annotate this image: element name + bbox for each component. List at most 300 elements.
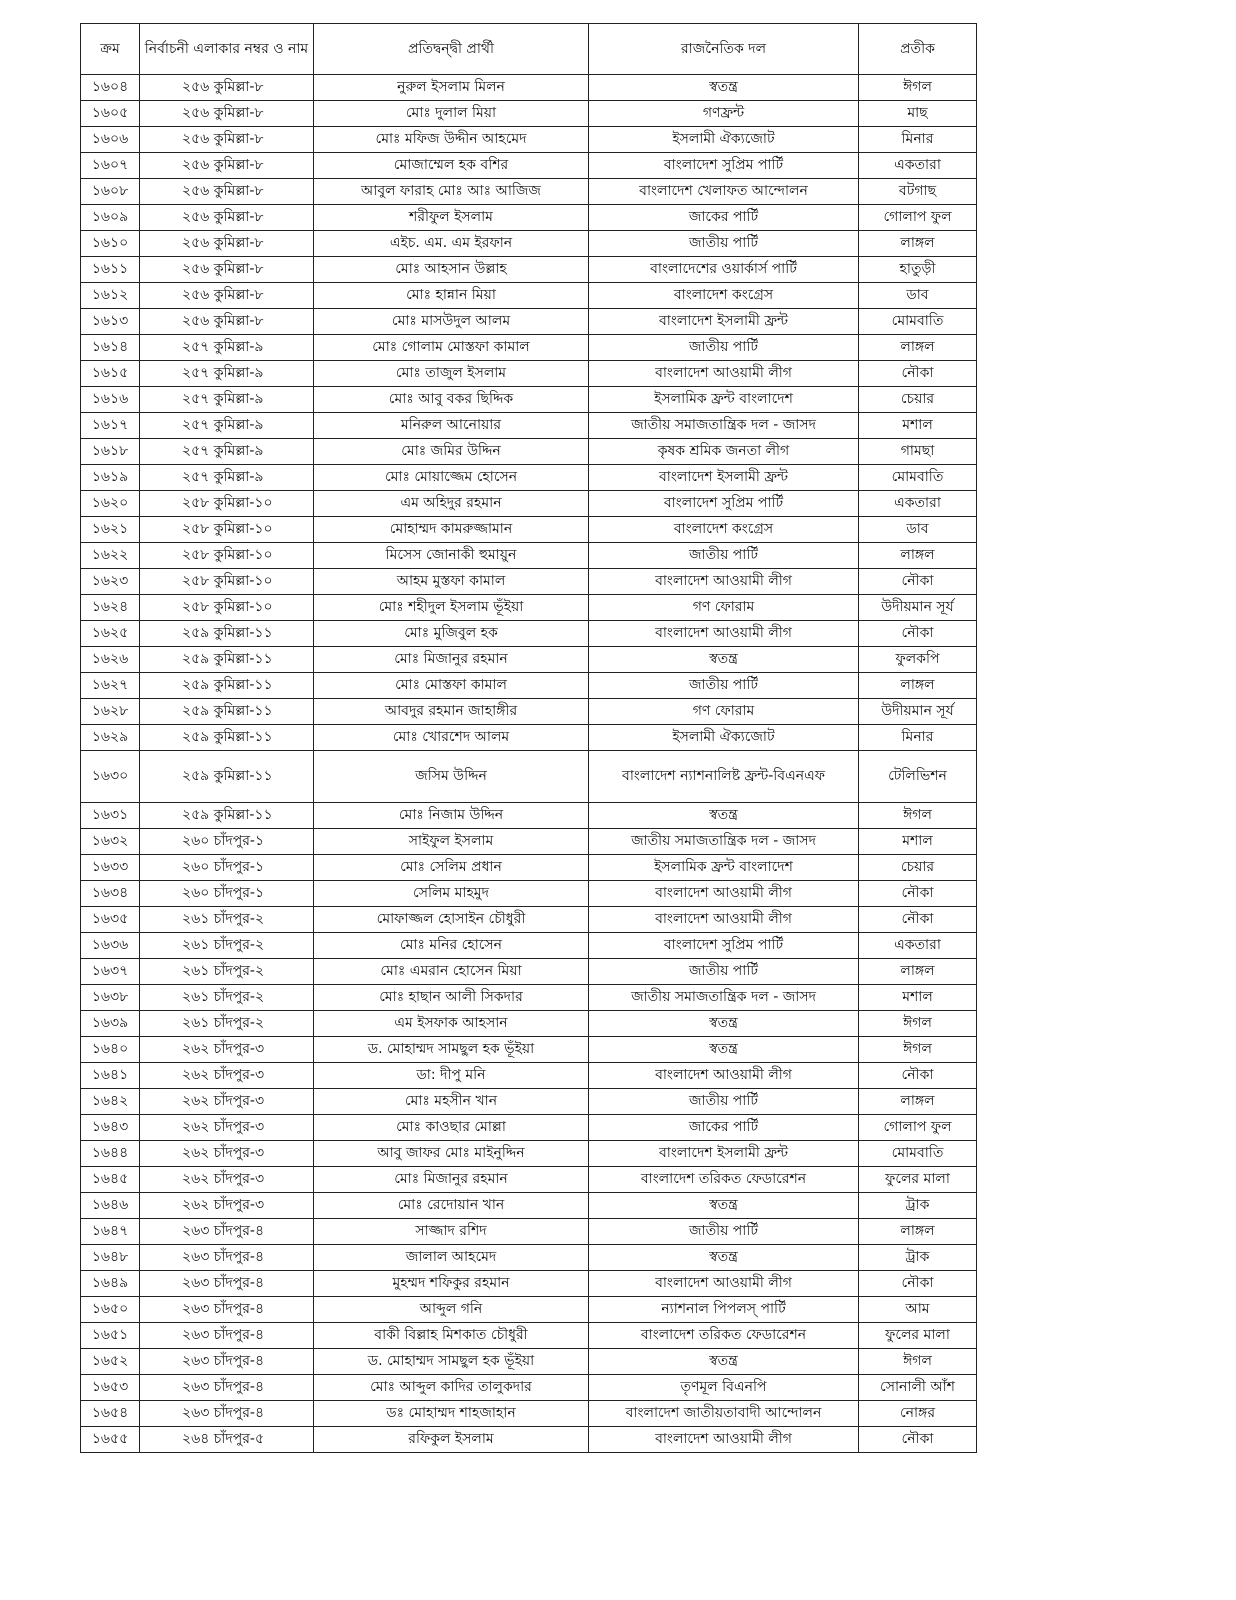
cell-candidate: ডঃ মোহাম্মদ শাহজাহান — [314, 1401, 589, 1427]
cell-candidate: মোঃ আবু বকর ছিদ্দিক — [314, 387, 589, 413]
cell-symbol: লাঙ্গল — [859, 959, 977, 985]
cell-serial: ১৬৪৭ — [81, 1219, 140, 1245]
cell-candidate: মোঃ মিজানুর রহমান — [314, 1167, 589, 1193]
cell-constituency: ২৬১ চাঁদপুর-২ — [140, 985, 314, 1011]
cell-candidate: মোঃ আব্দুল কাদির তালুকদার — [314, 1375, 589, 1401]
cell-party: গণ ফোরাম — [589, 699, 859, 725]
cell-constituency: ২৬০ চাঁদপুর-১ — [140, 881, 314, 907]
cell-candidate: মোঃ রেদোয়ান খান — [314, 1193, 589, 1219]
cell-constituency: ২৫৬ কুমিল্লা-৮ — [140, 101, 314, 127]
cell-party: জাতীয় সমাজতান্ত্রিক দল - জাসদ — [589, 413, 859, 439]
table-row — [81, 231, 977, 257]
cell-party: বাংলাদেশ কংগ্রেস — [589, 517, 859, 543]
cell-party: ন্যাশনাল পিপলস্ পার্টি — [589, 1297, 859, 1323]
cell-candidate: সাইফুল ইসলাম — [314, 829, 589, 855]
cell-candidate: মিসেস জোনাকী হুমায়ুন — [314, 543, 589, 569]
cell-symbol: লাঙ্গল — [859, 231, 977, 257]
cell-constituency: ২৬৩ চাঁদপুর-৪ — [140, 1245, 314, 1271]
cell-symbol: নৌকা — [859, 1271, 977, 1297]
cell-serial: ১৬৪৫ — [81, 1167, 140, 1193]
candidate-table — [80, 23, 977, 1453]
cell-party: স্বতন্ত্র — [589, 1349, 859, 1375]
cell-serial: ১৬১৫ — [81, 361, 140, 387]
cell-constituency: ২৬২ চাঁদপুর-৩ — [140, 1115, 314, 1141]
cell-serial: ১৬৫৪ — [81, 1401, 140, 1427]
cell-constituency: ২৬৩ চাঁদপুর-৪ — [140, 1375, 314, 1401]
cell-constituency: ২৬১ চাঁদপুর-২ — [140, 959, 314, 985]
candidate-list-page — [80, 23, 977, 1453]
cell-symbol: লাঙ্গল — [859, 335, 977, 361]
table-row — [81, 1401, 977, 1427]
table-row — [81, 569, 977, 595]
cell-candidate: আবু জাফর মোঃ মাইনুদ্দিন — [314, 1141, 589, 1167]
cell-constituency: ২৬২ চাঁদপুর-৩ — [140, 1141, 314, 1167]
table-row — [81, 829, 977, 855]
cell-constituency: ২৫৯ কুমিল্লা-১১ — [140, 699, 314, 725]
cell-constituency: ২৬৩ চাঁদপুর-৪ — [140, 1349, 314, 1375]
cell-party: জাতীয় পার্টি — [589, 673, 859, 699]
cell-symbol: ঈগল — [859, 1011, 977, 1037]
cell-candidate: এইচ. এম. এম ইরফান — [314, 231, 589, 257]
cell-symbol: লাঙ্গল — [859, 543, 977, 569]
table-row — [81, 543, 977, 569]
table-row — [81, 1245, 977, 1271]
cell-party: কৃষক শ্রমিক জনতা লীগ — [589, 439, 859, 465]
cell-symbol: ফুলের মালা — [859, 1167, 977, 1193]
cell-symbol: ঈগল — [859, 1037, 977, 1063]
cell-constituency: ২৫৮ কুমিল্লা-১০ — [140, 517, 314, 543]
table-row — [81, 257, 977, 283]
cell-party: বাংলাদেশ কংগ্রেস — [589, 283, 859, 309]
cell-symbol: লাঙ্গল — [859, 673, 977, 699]
cell-candidate: আবদুর রহমান জাহাঙ্গীর — [314, 699, 589, 725]
table-row — [81, 1037, 977, 1063]
cell-serial: ১৬০৬ — [81, 127, 140, 153]
table-row — [81, 387, 977, 413]
cell-constituency: ২৫৯ কুমিল্লা-১১ — [140, 803, 314, 829]
cell-serial: ১৬৩২ — [81, 829, 140, 855]
cell-serial: ১৬৪৯ — [81, 1271, 140, 1297]
cell-symbol: নোঙ্গর — [859, 1401, 977, 1427]
cell-symbol: গামছা — [859, 439, 977, 465]
cell-constituency: ২৬১ চাঁদপুর-২ — [140, 933, 314, 959]
table-row — [81, 153, 977, 179]
table-row — [81, 1219, 977, 1245]
cell-serial: ১৬২৭ — [81, 673, 140, 699]
cell-party: ইসলামী ঐক্যজোট — [589, 725, 859, 751]
table-row — [81, 179, 977, 205]
cell-constituency: ২৫৬ কুমিল্লা-৮ — [140, 179, 314, 205]
cell-party: জাতীয় সমাজতান্ত্রিক দল - জাসদ — [589, 829, 859, 855]
cell-serial: ১৬১৪ — [81, 335, 140, 361]
cell-symbol: একতারা — [859, 933, 977, 959]
cell-party: স্বতন্ত্র — [589, 1193, 859, 1219]
cell-constituency: ২৬২ চাঁদপুর-৩ — [140, 1193, 314, 1219]
cell-candidate: সেলিম মাহমুদ — [314, 881, 589, 907]
cell-serial: ১৬২৯ — [81, 725, 140, 751]
cell-serial: ১৬৫১ — [81, 1323, 140, 1349]
cell-constituency: ২৬৩ চাঁদপুর-৪ — [140, 1323, 314, 1349]
table-row — [81, 985, 977, 1011]
cell-candidate: মোঃ গোলাম মোস্তফা কামাল — [314, 335, 589, 361]
table-row — [81, 1167, 977, 1193]
table-row — [81, 1349, 977, 1375]
cell-constituency: ২৫৬ কুমিল্লা-৮ — [140, 127, 314, 153]
cell-serial: ১৬০৭ — [81, 153, 140, 179]
cell-constituency: ২৫৬ কুমিল্লা-৮ — [140, 153, 314, 179]
cell-symbol: মিনার — [859, 127, 977, 153]
cell-symbol: ডাব — [859, 283, 977, 309]
cell-constituency: ২৫৯ কুমিল্লা-১১ — [140, 647, 314, 673]
cell-party: বাংলাদেশ আওয়ামী লীগ — [589, 569, 859, 595]
cell-candidate: মোঃ মহসীন খান — [314, 1089, 589, 1115]
cell-symbol: নৌকা — [859, 361, 977, 387]
cell-constituency: ২৫৬ কুমিল্লা-৮ — [140, 283, 314, 309]
cell-constituency: ২৬৩ চাঁদপুর-৪ — [140, 1297, 314, 1323]
cell-candidate: মোঃ মিজানুর রহমান — [314, 647, 589, 673]
cell-party: বাংলাদেশ সুপ্রিম পার্টি — [589, 491, 859, 517]
table-row — [81, 933, 977, 959]
table-row — [81, 959, 977, 985]
table-row — [81, 517, 977, 543]
cell-constituency: ২৬১ চাঁদপুর-২ — [140, 907, 314, 933]
cell-party: স্বতন্ত্র — [589, 1245, 859, 1271]
table-row — [81, 75, 977, 101]
cell-candidate: মোফাজ্জল হোসাইন চৌধুরী — [314, 907, 589, 933]
cell-candidate: মোঃ দুলাল মিয়া — [314, 101, 589, 127]
cell-serial: ১৬৫২ — [81, 1349, 140, 1375]
cell-party: বাংলাদেশ ইসলামী ফ্রন্ট — [589, 1141, 859, 1167]
table-row — [81, 413, 977, 439]
cell-candidate: এম ইসফাক আহসান — [314, 1011, 589, 1037]
cell-serial: ১৬১১ — [81, 257, 140, 283]
cell-candidate: মোঃ মনির হোসেন — [314, 933, 589, 959]
cell-party: জাতীয় সমাজতান্ত্রিক দল - জাসদ — [589, 985, 859, 1011]
cell-symbol: ফুলের মালা — [859, 1323, 977, 1349]
cell-constituency: ২৫৭ কুমিল্লা-৯ — [140, 413, 314, 439]
cell-candidate: আহম মুস্তফা কামাল — [314, 569, 589, 595]
cell-party: বাংলাদেশ আওয়ামী লীগ — [589, 1271, 859, 1297]
cell-symbol: একতারা — [859, 491, 977, 517]
cell-symbol: নৌকা — [859, 881, 977, 907]
cell-serial: ১৬৪০ — [81, 1037, 140, 1063]
table-row — [81, 439, 977, 465]
cell-symbol: মোমবাতি — [859, 1141, 977, 1167]
table-header-row — [81, 24, 977, 75]
cell-constituency: ২৬০ চাঁদপুর-১ — [140, 855, 314, 881]
cell-party: তৃণমূল বিএনপি — [589, 1375, 859, 1401]
cell-party: বাংলাদেশ ন্যাশনালিষ্ট ফ্রন্ট-বিএনএফ — [589, 751, 859, 803]
cell-party: বাংলাদেশ সুপ্রিম পার্টি — [589, 933, 859, 959]
cell-serial: ১৬০৫ — [81, 101, 140, 127]
cell-party: বাংলাদেশ সুপ্রিম পার্টি — [589, 153, 859, 179]
cell-party: বাংলাদেশ তরিকত ফেডারেশন — [589, 1167, 859, 1193]
cell-serial: ১৬৩৮ — [81, 985, 140, 1011]
cell-symbol: মাছ — [859, 101, 977, 127]
cell-candidate: মোঃ মুজিবুল হক — [314, 621, 589, 647]
cell-candidate: শরীফুল ইসলাম — [314, 205, 589, 231]
cell-symbol: নৌকা — [859, 907, 977, 933]
cell-serial: ১৬০৯ — [81, 205, 140, 231]
table-row — [81, 205, 977, 231]
cell-serial: ১৬২১ — [81, 517, 140, 543]
cell-serial: ১৬১৯ — [81, 465, 140, 491]
cell-constituency: ২৫৬ কুমিল্লা-৮ — [140, 75, 314, 101]
cell-serial: ১৬৫০ — [81, 1297, 140, 1323]
cell-candidate: মোঃ সেলিম প্রধান — [314, 855, 589, 881]
cell-symbol: চেয়ার — [859, 855, 977, 881]
cell-candidate: বাকী বিল্লাহ মিশকাত চৌধুরী — [314, 1323, 589, 1349]
cell-symbol: মশাল — [859, 413, 977, 439]
table-row — [81, 1011, 977, 1037]
cell-party: বাংলাদেশের ওয়ার্কার্স পার্টি — [589, 257, 859, 283]
cell-party: গণফ্রন্ট — [589, 101, 859, 127]
cell-party: স্বতন্ত্র — [589, 647, 859, 673]
cell-party: বাংলাদেশ আওয়ামী লীগ — [589, 907, 859, 933]
cell-symbol: উদীয়মান সূর্য — [859, 699, 977, 725]
cell-party: বাংলাদেশ আওয়ামী লীগ — [589, 881, 859, 907]
cell-serial: ১৬২৮ — [81, 699, 140, 725]
table-row — [81, 699, 977, 725]
table-row — [81, 127, 977, 153]
table-row — [81, 283, 977, 309]
table-row — [81, 673, 977, 699]
cell-candidate: মুহম্মদ শফিকুর রহমান — [314, 1271, 589, 1297]
cell-symbol: ট্রাক — [859, 1245, 977, 1271]
cell-candidate: মোঃ জমির উদ্দিন — [314, 439, 589, 465]
cell-constituency: ২৬৪ চাঁদপুর-৫ — [140, 1427, 314, 1453]
cell-symbol: নৌকা — [859, 569, 977, 595]
header-party: রাজনৈতিক দল — [589, 24, 859, 75]
cell-symbol: গোলাপ ফুল — [859, 205, 977, 231]
cell-party: ইসলামিক ফ্রন্ট বাংলাদেশ — [589, 855, 859, 881]
cell-symbol: গোলাপ ফুল — [859, 1115, 977, 1141]
cell-candidate: মোঃ নিজাম উদ্দিন — [314, 803, 589, 829]
cell-party: বাংলাদেশ তরিকত ফেডারেশন — [589, 1323, 859, 1349]
cell-constituency: ২৫৭ কুমিল্লা-৯ — [140, 465, 314, 491]
cell-constituency: ২৫৯ কুমিল্লা-১১ — [140, 621, 314, 647]
cell-symbol: ঈগল — [859, 1349, 977, 1375]
cell-serial: ১৬৩০ — [81, 751, 140, 803]
table-row — [81, 491, 977, 517]
table-row — [81, 1427, 977, 1453]
cell-constituency: ২৫৯ কুমিল্লা-১১ — [140, 673, 314, 699]
cell-candidate: মোঃ মোস্তফা কামাল — [314, 673, 589, 699]
cell-symbol: মশাল — [859, 829, 977, 855]
cell-constituency: ২৫৯ কুমিল্লা-১১ — [140, 725, 314, 751]
cell-symbol: চেয়ার — [859, 387, 977, 413]
cell-constituency: ২৫৬ কুমিল্লা-৮ — [140, 309, 314, 335]
cell-candidate: মোঃ মফিজ উদ্দীন আহমেদ — [314, 127, 589, 153]
cell-symbol: টেলিভিশন — [859, 751, 977, 803]
table-row — [81, 1323, 977, 1349]
cell-candidate: আব্দুল গনি — [314, 1297, 589, 1323]
cell-serial: ১৬৪৪ — [81, 1141, 140, 1167]
cell-serial: ১৬২৫ — [81, 621, 140, 647]
cell-candidate: মোঃ মোয়াজ্জেম হোসেন — [314, 465, 589, 491]
cell-symbol: মিনার — [859, 725, 977, 751]
cell-symbol: ঈগল — [859, 803, 977, 829]
cell-party: বাংলাদেশ ইসলামী ফ্রন্ট — [589, 465, 859, 491]
cell-symbol: নৌকা — [859, 1427, 977, 1453]
cell-symbol: লাঙ্গল — [859, 1219, 977, 1245]
cell-constituency: ২৫৭ কুমিল্লা-৯ — [140, 361, 314, 387]
cell-candidate: মোঃ খোরশেদ আলম — [314, 725, 589, 751]
cell-candidate: ড. মোহাম্মদ সামছুল হক ভূঁইয়া — [314, 1037, 589, 1063]
cell-symbol: বটগাছ — [859, 179, 977, 205]
cell-serial: ১৬১৭ — [81, 413, 140, 439]
cell-serial: ১৬৩৪ — [81, 881, 140, 907]
cell-serial: ১৬৫৩ — [81, 1375, 140, 1401]
table-row — [81, 621, 977, 647]
cell-party: জাতীয় পার্টি — [589, 1219, 859, 1245]
cell-party: বাংলাদেশ আওয়ামী লীগ — [589, 1427, 859, 1453]
cell-serial: ১৬১২ — [81, 283, 140, 309]
table-row — [81, 1297, 977, 1323]
cell-serial: ১৬৩৯ — [81, 1011, 140, 1037]
table-row — [81, 465, 977, 491]
cell-constituency: ২৫৭ কুমিল্লা-৯ — [140, 335, 314, 361]
cell-serial: ১৬২২ — [81, 543, 140, 569]
cell-party: জাতীয় পার্টি — [589, 231, 859, 257]
cell-symbol: লাঙ্গল — [859, 1089, 977, 1115]
cell-serial: ১৬৩৩ — [81, 855, 140, 881]
table-row — [81, 803, 977, 829]
cell-constituency: ২৫৮ কুমিল্লা-১০ — [140, 569, 314, 595]
cell-symbol: একতারা — [859, 153, 977, 179]
cell-party: জাকের পার্টি — [589, 1115, 859, 1141]
cell-serial: ১৬৪১ — [81, 1063, 140, 1089]
cell-constituency: ২৫৬ কুমিল্লা-৮ — [140, 231, 314, 257]
cell-constituency: ২৬০ চাঁদপুর-১ — [140, 829, 314, 855]
cell-candidate: সাজ্জাদ রশিদ — [314, 1219, 589, 1245]
cell-constituency: ২৫৭ কুমিল্লা-৯ — [140, 439, 314, 465]
table-row — [81, 1193, 977, 1219]
cell-serial: ১৬২৬ — [81, 647, 140, 673]
cell-candidate: ড. মোহাম্মদ সামছুল হক ভূঁইয়া — [314, 1349, 589, 1375]
cell-candidate: মোঃ এমরান হোসেন মিয়া — [314, 959, 589, 985]
cell-serial: ১৬৩১ — [81, 803, 140, 829]
cell-party: স্বতন্ত্র — [589, 803, 859, 829]
cell-symbol: ঈগল — [859, 75, 977, 101]
cell-party: জাতীয় পার্টি — [589, 335, 859, 361]
cell-serial: ১৬১৬ — [81, 387, 140, 413]
table-row — [81, 1115, 977, 1141]
cell-symbol: সোনালী আঁশ — [859, 1375, 977, 1401]
cell-serial: ১৬২৩ — [81, 569, 140, 595]
cell-serial: ১৬০৪ — [81, 75, 140, 101]
cell-party: জাতীয় পার্টি — [589, 543, 859, 569]
cell-serial: ১৬৩৫ — [81, 907, 140, 933]
header-candidate: প্রতিদ্বন্দ্বী প্রার্থী — [314, 24, 589, 75]
cell-party: বাংলাদেশ আওয়ামী লীগ — [589, 621, 859, 647]
cell-candidate: রফিকুল ইসলাম — [314, 1427, 589, 1453]
cell-candidate: মনিরুল আনোয়ার — [314, 413, 589, 439]
cell-candidate: মোঃ আহসান উল্লাহ — [314, 257, 589, 283]
cell-candidate: আবুল ফারাহ মোঃ আঃ আজিজ — [314, 179, 589, 205]
cell-serial: ১৬০৮ — [81, 179, 140, 205]
header-symbol: প্রতীক — [859, 24, 977, 75]
cell-constituency: ২৫৮ কুমিল্লা-১০ — [140, 491, 314, 517]
cell-constituency: ২৬২ চাঁদপুর-৩ — [140, 1063, 314, 1089]
cell-candidate: ডা: দীপু মনি — [314, 1063, 589, 1089]
cell-candidate: জসিম উদ্দিন — [314, 751, 589, 803]
table-row — [81, 1271, 977, 1297]
table-row — [81, 595, 977, 621]
cell-symbol: মশাল — [859, 985, 977, 1011]
cell-symbol: মোমবাতি — [859, 465, 977, 491]
cell-constituency: ২৬২ চাঁদপুর-৩ — [140, 1089, 314, 1115]
cell-candidate: মোহাম্মদ কামরুজ্জামান — [314, 517, 589, 543]
cell-serial: ১৬৪৬ — [81, 1193, 140, 1219]
cell-party: স্বতন্ত্র — [589, 75, 859, 101]
cell-serial: ১৬৪৩ — [81, 1115, 140, 1141]
cell-serial: ১৬৩৬ — [81, 933, 140, 959]
cell-symbol: মোমবাতি — [859, 309, 977, 335]
cell-candidate: জালাল আহমেদ — [314, 1245, 589, 1271]
table-row — [81, 101, 977, 127]
cell-constituency: ২৬১ চাঁদপুর-২ — [140, 1011, 314, 1037]
cell-serial: ১৬৩৭ — [81, 959, 140, 985]
table-row — [81, 361, 977, 387]
cell-constituency: ২৬৩ চাঁদপুর-৪ — [140, 1271, 314, 1297]
cell-constituency: ২৬২ চাঁদপুর-৩ — [140, 1037, 314, 1063]
cell-candidate: এম অহিদুর রহমান — [314, 491, 589, 517]
cell-candidate: মোঃ হান্নান মিয়া — [314, 283, 589, 309]
cell-party: গণ ফোরাম — [589, 595, 859, 621]
cell-party: ইসলামিক ফ্রন্ট বাংলাদেশ — [589, 387, 859, 413]
cell-constituency: ২৫৬ কুমিল্লা-৮ — [140, 205, 314, 231]
cell-serial: ১৬১০ — [81, 231, 140, 257]
cell-constituency: ২৬২ চাঁদপুর-৩ — [140, 1167, 314, 1193]
cell-candidate: নুরুল ইসলাম মিলন — [314, 75, 589, 101]
table-body — [81, 75, 977, 1453]
cell-constituency: ২৫৮ কুমিল্লা-১০ — [140, 543, 314, 569]
cell-party: জাতীয় পার্টি — [589, 959, 859, 985]
cell-candidate: মোঃ শহীদুল ইসলাম ভূঁইয়া — [314, 595, 589, 621]
cell-candidate: মোজাম্মেল হক বশির — [314, 153, 589, 179]
table-row — [81, 1141, 977, 1167]
cell-symbol: হাতুড়ী — [859, 257, 977, 283]
cell-serial: ১৬২০ — [81, 491, 140, 517]
cell-candidate: মোঃ হাছান আলী সিকদার — [314, 985, 589, 1011]
cell-constituency: ২৫৬ কুমিল্লা-৮ — [140, 257, 314, 283]
cell-symbol: নৌকা — [859, 1063, 977, 1089]
cell-symbol: ট্রাক — [859, 1193, 977, 1219]
cell-constituency: ২৬৩ চাঁদপুর-৪ — [140, 1401, 314, 1427]
cell-symbol: ফুলকপি — [859, 647, 977, 673]
cell-party: বাংলাদেশ আওয়ামী লীগ — [589, 361, 859, 387]
header-constituency: নির্বাচনী এলাকার নম্বর ও নাম — [140, 24, 314, 75]
cell-symbol: নৌকা — [859, 621, 977, 647]
table-row — [81, 1063, 977, 1089]
cell-constituency: ২৬৩ চাঁদপুর-৪ — [140, 1219, 314, 1245]
table-row — [81, 751, 977, 803]
cell-candidate: মোঃ কাওছার মোল্লা — [314, 1115, 589, 1141]
cell-serial: ১৬১৮ — [81, 439, 140, 465]
table-row — [81, 1375, 977, 1401]
cell-serial: ১৬১৩ — [81, 309, 140, 335]
cell-symbol: উদীয়মান সূর্য — [859, 595, 977, 621]
header-serial: ক্রম — [81, 24, 140, 75]
table-row — [81, 1089, 977, 1115]
table-row — [81, 907, 977, 933]
cell-serial: ১৬৪২ — [81, 1089, 140, 1115]
cell-serial: ১৬৫৫ — [81, 1427, 140, 1453]
cell-party: বাংলাদেশ ইসলামী ফ্রন্ট — [589, 309, 859, 335]
cell-party: বাংলাদেশ জাতীয়তাবাদী আন্দোলন — [589, 1401, 859, 1427]
cell-party: বাংলাদেশ আওয়ামী লীগ — [589, 1063, 859, 1089]
